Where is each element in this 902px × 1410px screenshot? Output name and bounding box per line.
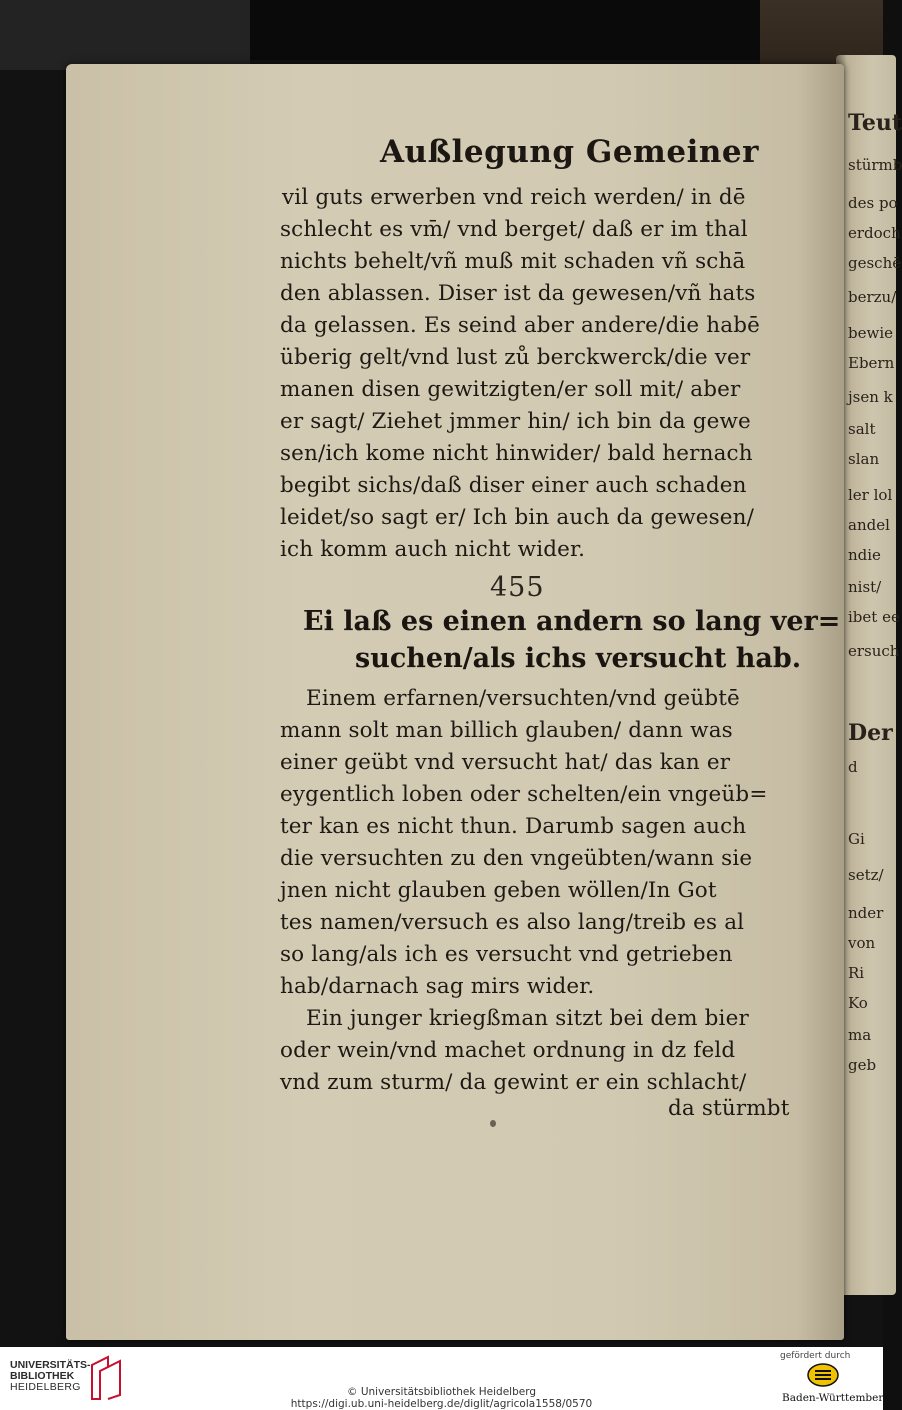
background-dark-region <box>0 0 250 70</box>
text-line: sen/ich kome nicht hinwider/ bald hernach <box>280 441 753 466</box>
next-page-fragment: jsen k <box>848 388 893 406</box>
text-line: Einem erfarnen/versuchten/vnd geübtē <box>306 686 740 711</box>
next-page-fragment: geb <box>848 1056 877 1074</box>
next-page-fragment: setz/ <box>848 866 884 884</box>
next-page-fragment: ibet ee <box>848 608 900 626</box>
next-page-fragment: nder <box>848 904 884 922</box>
next-page-fragment: ma <box>848 1026 872 1044</box>
text-line: ter kan es nicht thun. Darumb sagen auch <box>280 814 747 839</box>
text-line: vnd zum sturm/ da gewint er ein schlacht/ <box>280 1070 747 1095</box>
text-line: begibt sichs/daß diser einer auch schaden <box>280 473 747 498</box>
text-line: die versuchten zu den vngeübten/wann sie <box>280 846 753 871</box>
library-name-line-3: HEIDELBERG <box>10 1381 81 1393</box>
next-page-fragment: ler lol <box>848 486 893 504</box>
next-page-fragment: Teut <box>848 110 902 136</box>
text-line: tes namen/versuch es also lang/treib es al <box>280 910 745 935</box>
proverb-heading-line-1: Ei laß es einen andern so lang ver= <box>303 606 841 637</box>
baden-wuerttemberg-emblem-icon[interactable] <box>806 1362 840 1388</box>
next-page-fragment: geschē <box>848 254 902 272</box>
text-line: Ein junger kriegßman sitzt bei dem bier <box>306 1006 749 1031</box>
text-line: hab/darnach sag mirs wider. <box>280 974 595 999</box>
running-head: Außlegung Gemeiner <box>380 134 759 170</box>
library-name-line-2: BIBLIOTHEK <box>10 1370 75 1382</box>
text-line: so lang/als ich es versucht vnd getrieben <box>280 942 733 967</box>
next-page-fragment: berzu/ <box>848 288 897 306</box>
next-page-fragment: andel <box>848 516 890 534</box>
next-page-fragment: erdoch <box>848 224 901 242</box>
text-line: überig gelt/vnd lust zů berckwerck/die ver <box>280 345 751 370</box>
permalink-url[interactable]: https://digi.ub.uni-heidelberg.de/diglit/agricola1558/0570 <box>290 1398 593 1410</box>
next-page-fragment: ersuch <box>848 642 900 660</box>
next-page-fragment: Ko <box>848 994 868 1012</box>
proverb-heading-line-2: suchen/als ichs versucht hab. <box>355 643 802 674</box>
background-dark-region <box>250 0 770 60</box>
funder-name: Baden-Württemberg <box>782 1392 891 1404</box>
text-line: leidet/so sagt er/ Ich bin auch da gewesen/ <box>280 505 755 530</box>
text-line: vil guts erwerben vnd reich werden/ in dē <box>282 185 746 210</box>
proverb-number: 455 <box>490 572 545 603</box>
ink-spot <box>490 1120 496 1127</box>
text-line: manen disen gewitzigten/er soll mit/ aber <box>280 377 741 402</box>
next-page-fragment: stürmb <box>848 156 902 174</box>
text-line: er sagt/ Ziehet jmmer hin/ ich bin da gewe <box>280 409 751 434</box>
next-page-fragment: Gi <box>848 830 865 848</box>
text-line: oder wein/vnd machet ordnung in dz feld <box>280 1038 736 1063</box>
next-page-fragment: Ebern <box>848 354 895 372</box>
copyright-text: © Universitätsbibliothek Heidelberg <box>346 1386 536 1398</box>
next-page-fragment: ndie <box>848 546 881 564</box>
next-page-fragment: bewie <box>848 324 893 342</box>
next-page-fragment: Ri <box>848 964 865 982</box>
text-line: den ablassen. Diser ist da gewesen/vñ hats <box>280 281 756 306</box>
text-line: da stürmbt <box>668 1096 790 1121</box>
text-line: mann solt man billich glauben/ dann was <box>280 718 733 743</box>
next-page-fragment: nist/ <box>848 578 882 596</box>
next-page-fragment: Der <box>848 720 893 746</box>
next-page-fragment: des po <box>848 194 898 212</box>
next-page-fragment: d <box>848 758 858 776</box>
next-page-fragment: salt <box>848 420 876 438</box>
next-page-fragment: slan <box>848 450 880 468</box>
next-page-fragment: von <box>848 934 876 952</box>
text-line: eygentlich loben oder schelten/ein vngeüb= <box>280 782 768 807</box>
text-line: nichts behelt/vñ muß mit schaden vñ schā <box>280 249 746 274</box>
text-line: ich komm auch nicht wider. <box>280 537 586 562</box>
library-name-line-1: UNIVERSITÄTS- <box>10 1359 91 1371</box>
text-line: einer geübt vnd versucht hat/ das kan er <box>280 750 731 775</box>
text-line: da gelassen. Es seind aber andere/die habē <box>280 313 761 338</box>
funded-by-label: gefördert durch <box>780 1351 851 1361</box>
text-line: schlecht es vm̄/ vnd berget/ daß er im thal <box>280 217 748 242</box>
text-line: jnen nicht glauben geben wöllen/In Got <box>280 878 717 903</box>
